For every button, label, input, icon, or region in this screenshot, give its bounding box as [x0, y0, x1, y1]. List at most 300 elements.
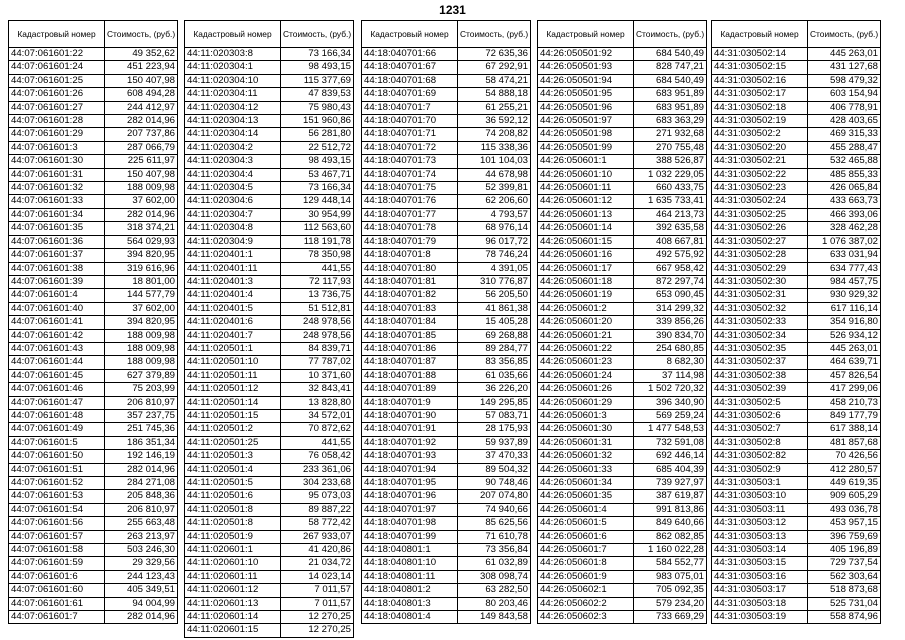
table-row: [712, 249, 881, 262]
table-row: [9, 262, 178, 275]
table-row: [538, 490, 707, 503]
cadastral-number-cell: 44:26:050602:1: [538, 584, 634, 597]
cadastral-number-cell: 44:18:040701:82: [362, 289, 458, 302]
header-cadastral-number: Кадастровый номер: [9, 21, 105, 48]
cadastral-number-cell: 44:07:061601:25: [9, 74, 105, 87]
cost-cell: 244 123,43: [105, 570, 178, 583]
cost-cell: 304 233,68: [281, 477, 354, 490]
cadastral-number-cell: 44:07:061601:34: [9, 208, 105, 221]
cadastral-number-cell: 44:26:050601:17: [538, 262, 634, 275]
cadastral-number-cell: 44:11:020303:8: [185, 48, 281, 61]
cost-cell: 282 014,96: [105, 611, 178, 624]
cost-cell: 909 605,29: [808, 490, 881, 503]
cadastral-number-cell: 44:26:050602:3: [538, 611, 634, 624]
cadastral-number-cell: 44:11:020501:6: [185, 490, 281, 503]
table-row: [362, 74, 531, 87]
cadastral-number-cell: 44:26:050601:2: [538, 302, 634, 315]
table-row: [185, 624, 354, 637]
table-row: [9, 195, 178, 208]
table-row: [185, 396, 354, 409]
table-row: [712, 128, 881, 141]
table-row: [185, 235, 354, 248]
cost-cell: 205 848,36: [105, 490, 178, 503]
cadastral-number-cell: 44:31:030502:5: [712, 396, 808, 409]
table-row: [538, 450, 707, 463]
table-row: [9, 356, 178, 369]
cadastral-number-cell: 44:31:030502:21: [712, 155, 808, 168]
table-row: [185, 597, 354, 610]
cost-cell: 603 154,94: [808, 88, 881, 101]
table-row: [9, 249, 178, 262]
cost-cell: 518 873,68: [808, 584, 881, 597]
cost-cell: 485 855,33: [808, 168, 881, 181]
table-row: [538, 222, 707, 235]
cadastral-number-cell: 44:18:040701:89: [362, 383, 458, 396]
cadastral-number-cell: 44:31:030502:19: [712, 115, 808, 128]
cadastral-number-cell: 44:11:020501:11: [185, 369, 281, 382]
cadastral-number-cell: 44:26:050601:15: [538, 235, 634, 248]
table-row: [9, 316, 178, 329]
cadastral-number-cell: 44:31:030502:6: [712, 409, 808, 422]
table-row: [362, 289, 531, 302]
cost-cell: 150 407,98: [105, 168, 178, 181]
table-row: [712, 544, 881, 557]
table-row: [538, 289, 707, 302]
cost-cell: 207 737,86: [105, 128, 178, 141]
cadastral-number-cell: 44:26:050601:11: [538, 182, 634, 195]
table-row: [538, 409, 707, 422]
cost-cell: 564 029,93: [105, 235, 178, 248]
cost-cell: 455 288,47: [808, 141, 881, 154]
table-row: [185, 463, 354, 476]
cost-cell: 83 356,85: [458, 356, 531, 369]
table-row: [538, 182, 707, 195]
table-row: [185, 423, 354, 436]
cadastral-number-cell: 44:07:061601:46: [9, 383, 105, 396]
cadastral-number-cell: 44:11:020304:4: [185, 168, 281, 181]
table-row: [538, 302, 707, 315]
table-row: [712, 61, 881, 74]
cost-cell: 692 446,14: [634, 450, 707, 463]
cost-cell: 57 083,71: [458, 409, 531, 422]
cost-cell: 390 834,70: [634, 329, 707, 342]
cadastral-number-cell: 44:26:050601:16: [538, 249, 634, 262]
cadastral-number-cell: 44:31:030502:32: [712, 302, 808, 315]
table-row: [185, 61, 354, 74]
table-row: [362, 503, 531, 516]
cadastral-number-cell: 44:11:020304:10: [185, 74, 281, 87]
cost-cell: 282 014,96: [105, 208, 178, 221]
cadastral-number-cell: 44:18:040701:69: [362, 88, 458, 101]
cadastral-number-cell: 44:26:050501:95: [538, 88, 634, 101]
cost-cell: 930 929,32: [808, 289, 881, 302]
table-row: [185, 342, 354, 355]
cadastral-number-cell: 44:26:050601:5: [538, 517, 634, 530]
header-cost: Стоимость, (руб.): [634, 21, 707, 48]
cost-cell: 115 338,36: [458, 141, 531, 154]
table-row: [712, 503, 881, 516]
cost-cell: 526 934,12: [808, 329, 881, 342]
table-row: [362, 249, 531, 262]
cadastral-number-cell: 44:11:020501:1: [185, 342, 281, 355]
table-row: [185, 195, 354, 208]
table-row: [362, 128, 531, 141]
cost-cell: 339 856,26: [634, 316, 707, 329]
cost-cell: 270 755,48: [634, 141, 707, 154]
table-row: [538, 611, 707, 624]
header-cadastral-number: Кадастровый номер: [185, 21, 281, 48]
cadastral-number-cell: 44:18:040701:92: [362, 436, 458, 449]
cadastral-number-cell: 44:31:030503:14: [712, 544, 808, 557]
table-row: [9, 570, 178, 583]
cadastral-number-cell: 44:31:030503:13: [712, 530, 808, 543]
cadastral-number-cell: 44:26:050601:35: [538, 490, 634, 503]
cadastral-table-5: [711, 20, 881, 624]
table-row: [712, 530, 881, 543]
cadastral-number-cell: 44:11:020501:10: [185, 356, 281, 369]
header-cost: Стоимость, (руб.): [105, 21, 178, 48]
cost-cell: 188 009,98: [105, 329, 178, 342]
cadastral-number-cell: 44:18:040701:74: [362, 168, 458, 181]
cost-cell: 617 116,14: [808, 302, 881, 315]
cost-cell: 12 270,25: [281, 611, 354, 624]
table-row: [185, 289, 354, 302]
table-row: [185, 101, 354, 114]
table-row: [362, 570, 531, 583]
cost-cell: 396 759,69: [808, 530, 881, 543]
cadastral-number-cell: 44:26:050601:30: [538, 423, 634, 436]
table-row: [712, 275, 881, 288]
header-cost: Стоимость, (руб.): [281, 21, 354, 48]
cadastral-number-cell: 44:07:061601:43: [9, 342, 105, 355]
table-row: [712, 409, 881, 422]
cadastral-number-cell: 44:31:030502:14: [712, 48, 808, 61]
cost-cell: 7 011,57: [281, 584, 354, 597]
cost-cell: 408 667,81: [634, 235, 707, 248]
cadastral-number-cell: 44:18:040701:71: [362, 128, 458, 141]
cadastral-number-cell: 44:18:040701:87: [362, 356, 458, 369]
table-row: [185, 168, 354, 181]
table-row: [362, 235, 531, 248]
table-row: [9, 289, 178, 302]
table-row: [9, 436, 178, 449]
cost-cell: 441,55: [281, 436, 354, 449]
table-row: [185, 48, 354, 61]
cadastral-number-cell: 44:18:040701:95: [362, 477, 458, 490]
cost-cell: 1 160 022,28: [634, 544, 707, 557]
cost-cell: 59 937,89: [458, 436, 531, 449]
cost-cell: 98 493,15: [281, 155, 354, 168]
cost-cell: 37 602,00: [105, 302, 178, 315]
table-row: [9, 503, 178, 516]
cadastral-number-cell: 44:07:061601:40: [9, 302, 105, 315]
table-row: [185, 302, 354, 315]
table-row: [538, 316, 707, 329]
cadastral-number-cell: 44:11:020401:3: [185, 275, 281, 288]
cost-cell: 282 014,96: [105, 463, 178, 476]
cadastral-number-cell: 44:07:061601:7: [9, 611, 105, 624]
table-row: [185, 275, 354, 288]
cadastral-number-cell: 44:18:040701:67: [362, 61, 458, 74]
cadastral-number-cell: 44:11:020501:2: [185, 423, 281, 436]
cadastral-number-cell: 44:31:030502:9: [712, 463, 808, 476]
table-row: [538, 383, 707, 396]
cadastral-number-cell: 44:31:030503:10: [712, 490, 808, 503]
table-row: [362, 168, 531, 181]
cost-cell: 61 035,66: [458, 369, 531, 382]
cost-cell: 705 092,35: [634, 584, 707, 597]
cadastral-number-cell: 44:26:050602:2: [538, 597, 634, 610]
cadastral-number-cell: 44:26:050501:93: [538, 61, 634, 74]
cadastral-number-cell: 44:11:020501:5: [185, 477, 281, 490]
table-row: [362, 409, 531, 422]
cadastral-number-cell: 44:11:020501:14: [185, 396, 281, 409]
cadastral-number-cell: 44:11:020304:2: [185, 141, 281, 154]
cost-cell: 469 315,33: [808, 128, 881, 141]
cadastral-number-cell: 44:18:040701:94: [362, 463, 458, 476]
table-row: [9, 208, 178, 221]
table-row: [362, 436, 531, 449]
cadastral-number-cell: 44:31:030502:29: [712, 262, 808, 275]
cadastral-number-cell: 44:31:030502:34: [712, 329, 808, 342]
cost-cell: 466 393,06: [808, 208, 881, 221]
table-row: [9, 128, 178, 141]
table-row: [712, 235, 881, 248]
cost-cell: 396 340,90: [634, 396, 707, 409]
cadastral-number-cell: 44:26:050601:13: [538, 208, 634, 221]
cost-cell: 41 861,38: [458, 302, 531, 315]
cost-cell: 192 146,19: [105, 450, 178, 463]
cost-cell: 150 407,98: [105, 74, 178, 87]
cost-cell: 453 957,15: [808, 517, 881, 530]
cadastral-number-cell: 44:26:050601:1: [538, 155, 634, 168]
table-row: [712, 141, 881, 154]
table-row: [362, 182, 531, 195]
table-row: [362, 195, 531, 208]
cadastral-number-cell: 44:31:030502:7: [712, 423, 808, 436]
table-row: [185, 369, 354, 382]
cost-cell: 412 280,57: [808, 463, 881, 476]
cadastral-number-cell: 44:11:020501:15: [185, 409, 281, 422]
table-row: [185, 128, 354, 141]
cadastral-number-cell: 44:07:061601:35: [9, 222, 105, 235]
cost-cell: 13 736,75: [281, 289, 354, 302]
cost-cell: 70 872,62: [281, 423, 354, 436]
cadastral-number-cell: 44:31:030502:25: [712, 208, 808, 221]
cadastral-number-cell: 44:07:061601:31: [9, 168, 105, 181]
cost-cell: 78 746,24: [458, 249, 531, 262]
cadastral-number-cell: 44:31:030503:18: [712, 597, 808, 610]
table-row: [362, 369, 531, 382]
table-row: [185, 383, 354, 396]
cost-cell: 188 009,98: [105, 342, 178, 355]
cadastral-number-cell: 44:18:040701:70: [362, 115, 458, 128]
cadastral-number-cell: 44:18:040701:9: [362, 396, 458, 409]
cadastral-number-cell: 44:26:050601:19: [538, 289, 634, 302]
cadastral-number-cell: 44:07:061601:37: [9, 249, 105, 262]
table-row: [538, 101, 707, 114]
cost-cell: 684 540,49: [634, 48, 707, 61]
cadastral-number-cell: 44:07:061601:30: [9, 155, 105, 168]
table-row: [538, 208, 707, 221]
table-row: [185, 115, 354, 128]
table-row: [712, 557, 881, 570]
cost-cell: 394 820,95: [105, 249, 178, 262]
cost-cell: 251 745,36: [105, 423, 178, 436]
table-row: [362, 329, 531, 342]
cadastral-number-cell: 44:26:050601:9: [538, 570, 634, 583]
cadastral-number-cell: 44:31:030502:23: [712, 182, 808, 195]
table-row: [9, 477, 178, 490]
table-row: [712, 584, 881, 597]
table-row: [538, 570, 707, 583]
cost-cell: 95 073,03: [281, 490, 354, 503]
cadastral-number-cell: 44:26:050601:24: [538, 369, 634, 382]
cost-cell: 428 403,65: [808, 115, 881, 128]
cost-cell: 4 793,57: [458, 208, 531, 221]
cadastral-number-cell: 44:11:020401:7: [185, 329, 281, 342]
table-row: [362, 141, 531, 154]
cadastral-number-cell: 44:31:030502:8: [712, 436, 808, 449]
cost-cell: 13 828,80: [281, 396, 354, 409]
table-row: [185, 611, 354, 624]
cost-cell: 503 246,30: [105, 544, 178, 557]
cadastral-number-cell: 44:07:061601:26: [9, 88, 105, 101]
table-row: [712, 168, 881, 181]
table-row: [362, 517, 531, 530]
cost-cell: 14 023,14: [281, 570, 354, 583]
cadastral-number-cell: 44:07:061601:57: [9, 530, 105, 543]
cadastral-number-cell: 44:07:061601:56: [9, 517, 105, 530]
cost-cell: 144 577,79: [105, 289, 178, 302]
cadastral-number-cell: 44:31:030502:82: [712, 450, 808, 463]
cost-cell: 225 611,97: [105, 155, 178, 168]
cadastral-number-cell: 44:31:030502:2: [712, 128, 808, 141]
cadastral-number-cell: 44:26:050501:99: [538, 141, 634, 154]
cost-cell: 263 213,97: [105, 530, 178, 543]
table-row: [712, 208, 881, 221]
cost-cell: 406 778,91: [808, 101, 881, 114]
cost-cell: 76 058,42: [281, 450, 354, 463]
cadastral-number-cell: 44:18:040801:3: [362, 597, 458, 610]
table-row: [362, 262, 531, 275]
cost-cell: 983 075,01: [634, 570, 707, 583]
table-row: [538, 597, 707, 610]
cost-cell: 7 011,57: [281, 597, 354, 610]
cost-cell: 129 448,14: [281, 195, 354, 208]
cost-cell: 72 635,36: [458, 48, 531, 61]
table-row: [712, 570, 881, 583]
cost-cell: 73 166,34: [281, 48, 354, 61]
cadastral-number-cell: 44:18:040701:73: [362, 155, 458, 168]
table-row: [362, 611, 531, 624]
cadastral-number-cell: 44:31:030503:12: [712, 517, 808, 530]
cadastral-number-cell: 44:11:020401:4: [185, 289, 281, 302]
cost-cell: 8 682,30: [634, 356, 707, 369]
cost-cell: 1 502 720,32: [634, 383, 707, 396]
table-row: [9, 48, 178, 61]
cost-cell: 492 575,92: [634, 249, 707, 262]
cost-cell: 569 259,24: [634, 409, 707, 422]
cost-cell: 584 552,77: [634, 557, 707, 570]
cost-cell: 73 356,84: [458, 544, 531, 557]
cost-cell: 445 263,01: [808, 48, 881, 61]
cadastral-number-cell: 44:07:061601:41: [9, 316, 105, 329]
table-row: [538, 463, 707, 476]
table-row: [362, 115, 531, 128]
cadastral-number-cell: 44:11:020401:5: [185, 302, 281, 315]
cadastral-number-cell: 44:26:050601:8: [538, 557, 634, 570]
cadastral-number-cell: 44:18:040701:98: [362, 517, 458, 530]
table-row: [185, 208, 354, 221]
header-cost: Стоимость, (руб.): [458, 21, 531, 48]
table-row: [538, 396, 707, 409]
cost-cell: 433 663,73: [808, 195, 881, 208]
cost-cell: 732 591,08: [634, 436, 707, 449]
table-row: [362, 356, 531, 369]
cadastral-number-cell: 44:11:020501:25: [185, 436, 281, 449]
table-row: [9, 182, 178, 195]
table-row: [185, 557, 354, 570]
cost-cell: 633 031,94: [808, 249, 881, 262]
cadastral-number-cell: 44:31:030502:18: [712, 101, 808, 114]
cadastral-number-cell: 44:18:040701:68: [362, 74, 458, 87]
cost-cell: 77 787,02: [281, 356, 354, 369]
cost-cell: 186 351,34: [105, 436, 178, 449]
cadastral-number-cell: 44:07:061601:42: [9, 329, 105, 342]
table-row: [362, 302, 531, 315]
table-row: [362, 101, 531, 114]
table-row: [9, 302, 178, 315]
cost-cell: 314 299,32: [634, 302, 707, 315]
table-row: [9, 584, 178, 597]
cadastral-number-cell: 44:07:061601:36: [9, 235, 105, 248]
cadastral-number-cell: 44:26:050601:32: [538, 450, 634, 463]
table-row: [712, 463, 881, 476]
table-row: [185, 249, 354, 262]
cost-cell: 149 295,85: [458, 396, 531, 409]
table-row: [9, 61, 178, 74]
table-row: [185, 503, 354, 516]
cadastral-number-cell: 44:11:020304:12: [185, 101, 281, 114]
cost-cell: 36 226,20: [458, 383, 531, 396]
cadastral-number-cell: 44:18:040801:11: [362, 570, 458, 583]
cost-cell: 1 477 548,53: [634, 423, 707, 436]
cadastral-number-cell: 44:11:020304:9: [185, 235, 281, 248]
cost-cell: 354 916,80: [808, 316, 881, 329]
cadastral-number-cell: 44:31:030502:39: [712, 383, 808, 396]
table-row: [538, 477, 707, 490]
cost-cell: 287 066,79: [105, 141, 178, 154]
cost-cell: 310 776,87: [458, 275, 531, 288]
cadastral-number-cell: 44:11:020501:8: [185, 503, 281, 516]
cadastral-number-cell: 44:07:061601:53: [9, 490, 105, 503]
table-row: [712, 289, 881, 302]
page-number: 1231: [439, 3, 466, 17]
cadastral-number-cell: 44:26:050501:97: [538, 115, 634, 128]
table-row: [362, 544, 531, 557]
cadastral-number-cell: 44:11:020304:5: [185, 182, 281, 195]
cadastral-number-cell: 44:18:040701:80: [362, 262, 458, 275]
cadastral-table-3: [361, 20, 531, 624]
cost-cell: 729 737,54: [808, 557, 881, 570]
cadastral-number-cell: 44:26:050601:3: [538, 409, 634, 422]
table-row: [538, 155, 707, 168]
cost-cell: 62 206,60: [458, 195, 531, 208]
cost-cell: 151 960,86: [281, 115, 354, 128]
cadastral-number-cell: 44:18:040801:10: [362, 557, 458, 570]
table-row: [538, 141, 707, 154]
